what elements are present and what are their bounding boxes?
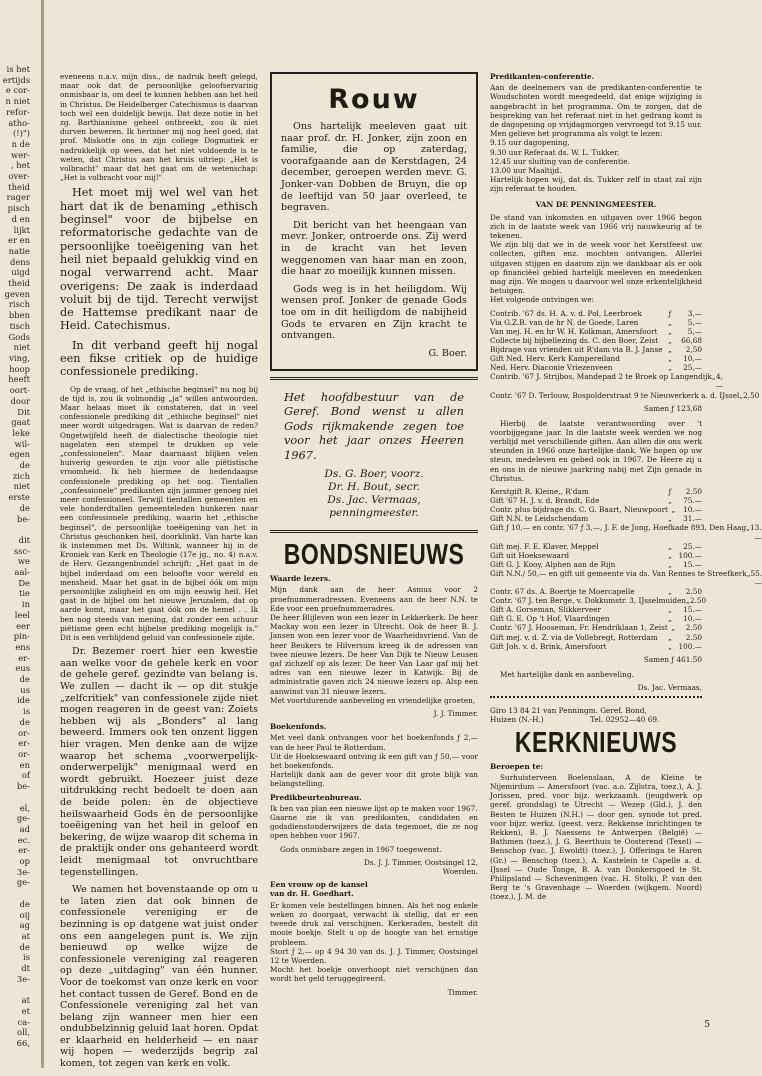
ledger-row <box>490 496 702 505</box>
ledger-row <box>490 587 702 596</box>
sliver-line: oll, <box>16 1027 30 1038</box>
sliver-line: aal- <box>14 567 30 578</box>
sliver-line: oort- <box>9 385 30 396</box>
ledger-1 <box>490 308 760 400</box>
sliver-line: de <box>19 674 30 685</box>
ledger-row <box>490 633 702 642</box>
dotted-divider <box>490 696 702 698</box>
rouw-paragraph: Ons hartelijk meeleven gaat uit naar prof. dr. H. Jonker, zijn zoon en familie, die op zaterdag, voorafgaande aan de Kerstdagen, 24 december, geroepen werden mevr. G. Jonker-van Dobben de Bruyn, die op de leeftijd van 50 jaar overleed, te begraven. <box>281 121 467 214</box>
ledger-label: Gift N.N./ 50,— en gift uit gemeente via ds. Van Rennes te Streefkerk <box>490 568 747 578</box>
column-2 <box>270 72 478 1001</box>
left-page-sliver <box>0 64 30 1049</box>
sliver-line: 3e- <box>16 866 30 877</box>
ledger-amount: 2,50 <box>743 390 760 400</box>
sliver-line: 3e- <box>16 973 30 984</box>
rouw-signature: G. Boer. <box>428 347 467 359</box>
sliver-line: is <box>23 706 30 717</box>
ledger-row <box>490 605 702 614</box>
sliver-line: ad <box>19 823 30 834</box>
ledger-currency: „ <box>668 363 672 373</box>
ledger-row <box>490 614 702 623</box>
sliver-line: tie <box>18 588 30 599</box>
signature: Ds. J. J. Timmer, Oostsingel 12, Woerden. <box>364 857 478 877</box>
sliver-line: tisch <box>9 320 30 331</box>
ledger-label: Bijdrage van vrienden uit R'dam via B. J. Janse <box>490 345 663 355</box>
ledger-amount: 3,— <box>687 308 702 318</box>
bondsnieuws-text: Gods onmisbare zegen in 1967 toegewenst. <box>280 844 442 854</box>
sliver-line: wer- <box>11 149 30 160</box>
article-paragraph: We namen het bovenstaande op om u te laten zien dat ook binnen de confessionele vereniging er de bezinning is op datgene wat juist onder ons een aangelegen punt is. We zijn benieuwd op welke wijze de confessionele vereniging zal reageren op deze „uitdaging" van één hunner. Voor de toekomst van onze kerk en voor het contact tussen de Geref. Bond en de Confessionele vereniging zal het van belang zijn wanneer men hier een ondubbelzinnig geluid laat horen. Opdat er klaarheid en helderheid — en naar wij hopen — wederzijds begrip zal komen, tot zegen van kerk en volk. <box>60 884 258 1070</box>
sliver-line: leke <box>12 427 30 438</box>
ledger-amount: 66,68 <box>681 335 702 345</box>
sliver-line: is <box>23 952 30 963</box>
signature: Timmer. <box>447 987 478 997</box>
sliver-line: ag <box>19 920 30 931</box>
sliver-line: ens <box>15 641 30 652</box>
subheading: Predikanten-conferentie. <box>490 72 595 81</box>
ledger-label: Contr. '67 J. ten Berge, v. Dokkumstr. 3, IJsselmuiden <box>490 596 687 606</box>
article-paragraph: Dr. Bezemer roert hier een kwestie aan welke voor de gehele kerk en voor de gehele geref. gezindte van belang is. We zullen — dacht ik — op dit stukje „zelfcritiek" van confessionele zijde niet mogen reageren in de geest van: Zoiets hebben wij als „Bonders" al lang beweerd. Immers ook ten onzent liggen hier vragen. Men denke aan de wijze waarop het schema „voorwerpelijk-onderwerpelijk" menigmaal werd en wordt gebruikt. Hoezeer juist deze uitdrukking recht bedoelt te doen aan de beide polen: èn de objectieve heilswaarheid Gods èn de persoonlijke toeëigening van het heil in geloof en bekering, de wijze waarop dit schema in de praktijk onder ons gehanteerd wordt leidt menigmaal tot onvruchtbare tegenstellingen. <box>60 646 258 878</box>
treasurer-text: Hierbij de laatste verantwoording over 't voorbijgegane jaar. In die laatste week werden we nog verblijd met verschillende giften. Aan allen die ons werk steunden in 1966 onze hartelijke dank. We hopen op uw steun, medeleven en gebed ook in 1967. De Heere zij u en ons in de nieuwe jaarkring nabij met Zijn genade in Christus. <box>490 418 702 483</box>
ledger-label: Ned. Herv. Diaconie Vriezenveen <box>490 363 613 373</box>
ledger-label: Contr. '67 D. Terlouw, Bospolderstraat 9 te Nieuwerkerk a. d. IJssel <box>490 390 740 400</box>
ledger-row <box>490 542 702 551</box>
ledger-amount: 2.50 <box>689 596 707 606</box>
ledger-currency: ƒ <box>668 308 672 318</box>
article-paragraph: eveneens n.a.v. mijn diss., de nadruk heeft gelegd, maar ook dat de persoonlijke geloofservaring onmisbaar is, om deel te kunnen hebben aan het heil in Christus. De Heidelberger Catechismus is daarvan toch wel een duidelijk bewijs. Dat deze notie in het zg. Barthianisme geheel ontbreekt, zou ik niet durven beweren. Ik herinner mij nog heel goed, dat prof. Miskotte ons in zijn college Dogmatiek er nadrukkelijk op wees, dat het niet voldoende is te weten, dat Christus aan het kruis uitriep: „Het is volbracht" maar dat het gaat om de wetenschap: „Het is volbracht voor mij!" <box>60 72 258 183</box>
sliver-line: de <box>19 941 30 952</box>
column-1 <box>60 72 258 1076</box>
ledger-currency: „ <box>668 550 672 560</box>
ledger-amount: 15.— <box>683 605 702 615</box>
sliver-line: pisch <box>7 203 30 214</box>
ledger-row <box>490 372 723 391</box>
ledger-label: Gift uit Hoeksewaard <box>490 550 570 560</box>
ledger-label: Contr. '67 J. Hooseman, Fr. Hendriklaan 1, Zeist <box>490 623 668 633</box>
ledger-row <box>490 487 702 496</box>
ledger-currency: „ <box>668 345 672 355</box>
rouw-title: Rouw <box>328 84 420 115</box>
sliver-line: pin- <box>13 631 30 642</box>
ledger-amount: 75.— <box>683 496 702 506</box>
ledger-row <box>490 505 702 514</box>
ledger-amount: 5,— <box>687 326 702 336</box>
ledger-row <box>490 345 702 354</box>
ledger-currency: „ <box>739 390 744 400</box>
sliver-line: er- <box>18 845 30 856</box>
sliver-line: et <box>21 1005 30 1016</box>
bondsnieuws-text: Er komen vele bestellingen binnen. Als het nog enkele weken zo doorgaat, verwacht ik stellig, dat er een tweede druk zal verschijnen. Kerkeraden, bestelt dit mooie boekje. Stelt u op de hoogte van het ernstige probleem. Stort ƒ 2,— op 4 94 30 van ds. J. J. Timmer, Oostsingel 12 te Woerden. Mocht het boekje onverhoopt niet verschijnen dan wordt het geld teruggegireerd. <box>270 900 478 984</box>
ledger-amount: 2.50 <box>685 632 702 642</box>
ledger-row <box>490 354 702 363</box>
sliver-line: de <box>19 898 30 909</box>
subheading: Een vrouw op de kansel van dr. H. Goedhart. <box>270 880 368 899</box>
ledger-label: Contrib. '67 ds. H. A. v. d. Pol, Leerbroek <box>490 308 642 318</box>
rouw-paragraph: Gods weg is in het heiligdom. Wij wensen prof. Jonker de genade Gods toe om in dit heiligdom de nabijheid Gods te ervaren en Zijn kracht te ontvangen. <box>281 283 467 342</box>
sliver-line: ge- <box>16 813 30 824</box>
sliver-line: en <box>19 759 30 770</box>
column-3 <box>490 72 762 906</box>
ledger-amount: 25,— <box>683 363 702 373</box>
article-paragraph: In dit verband geeft hij nogal een fikse critiek op de huidige confessionele prediking. <box>60 338 258 379</box>
ledger-currency: „ <box>668 559 672 569</box>
sliver-line: leel <box>14 609 30 620</box>
ledger-label: Collecte bij bijbellezing ds. C. den Boer, Zeist <box>490 335 659 345</box>
ledger-amount: 2,50 <box>685 345 702 355</box>
ledger-row <box>490 551 702 560</box>
sliver-line: rager <box>6 192 30 203</box>
signature: J. J. Timmer. <box>433 709 478 719</box>
ledger-label: Gift mej. F. E. Klaver, Meppel <box>490 541 599 551</box>
sliver-line: Dit <box>17 406 30 417</box>
sliver-line <box>0 524 30 535</box>
sliver-line: eer <box>16 620 30 631</box>
ledger-label: Gift ƒ 10,— en contr. '67 ƒ 3,—, J. F. de Jong, Hoefkade 893, Den Haag <box>490 523 747 533</box>
ledger-currency: „ <box>668 354 672 364</box>
ledger-currency: „ <box>668 541 672 551</box>
sliver-line: eus <box>15 663 30 674</box>
bondsnieuws-text: Met veel dank ontvangen voor het boekenfonds ƒ 2,— van de heer Paul te Rotterdam. Uit de Hoeksewaard ontving ik een gift van ƒ 50,— voor het boekenfonds. Hartelijk dank aan de gever voor dit grote blijk van belangstelling. <box>270 733 478 789</box>
ledger-label: Gift A. Gorseman, Slikkerveer <box>490 605 601 615</box>
sliver-line: niet <box>13 481 30 492</box>
sliver-line: egen <box>9 449 30 460</box>
sliver-line: door <box>10 395 30 406</box>
ledger-label: Gift N.N. te Leidschendam <box>490 514 589 524</box>
ledger-row <box>490 309 702 318</box>
sliver-line: niet <box>13 342 30 353</box>
ledger-label: Gift Joh. v. d. Brink, Amersfoort <box>490 641 607 651</box>
ledger-row <box>490 327 702 336</box>
bondsnieuws-text: Mijn dank aan de heer Asmus voor 2 proefnummeradressen. Eveneens aan de heer N.N. te Ede voor een proefnummeradres. De heer Blijleven won een lezer in Lekkerkerk. De heer Mackay won een lezer in Utrecht. Ook de heer B. J. Jansen won een lezer voor de Waarheidsvriend. Van de heer Beukers te Hilversum kreeg ik de adressen van twee nieuwe lezers. De heer Van Dijk te Nieuw Leusen gaf zichzelf op als lezer. De heer Van Laar gaf mij het adres van een nieuwe lezer in Katwijk. Bij de administratie gaven zich 24 nieuwe lezers op. Alsp een aanwinst van 31 nieuwe lezers. Met voortdurende aanbeveling en vriendelijke groeten, <box>270 585 478 705</box>
sliver-line: us <box>20 684 30 695</box>
ledger-currency: „ <box>668 641 672 651</box>
ledger-row <box>490 514 702 523</box>
ledger-row <box>490 523 762 542</box>
sliver-line: ge- <box>16 877 30 888</box>
ledger-row <box>490 336 702 345</box>
sliver-line: Gods <box>8 331 30 342</box>
sliver-line: er- <box>18 652 30 663</box>
ledger-amount: 15.— <box>683 559 702 569</box>
sliver-line <box>0 984 30 995</box>
sliver-line: ec. <box>17 834 30 845</box>
ledger-currency: „ <box>668 326 672 336</box>
ledger-row <box>490 642 702 651</box>
sliver-line: refor- <box>6 106 30 117</box>
ledger-amount: 13.— <box>749 523 762 542</box>
ledger-amount: 100.— <box>678 550 702 560</box>
ledger-currency: „ <box>746 568 751 578</box>
thanks-text: Met hartelijke dank en aanbeveling. <box>500 669 634 679</box>
greeting-signatories: Ds. G. Boer, voorz. Dr. H. Bout, secr. Ds. Jac. Vermaas, penningmeester. <box>324 468 424 520</box>
ledger-row <box>490 568 762 587</box>
ledger-currency: „ <box>686 596 690 606</box>
sliver-line: er en <box>8 235 30 246</box>
ledger-amount: 2.50 <box>685 487 702 497</box>
page-number: 5 <box>704 1020 710 1030</box>
ledger-currency: „ <box>668 614 672 624</box>
ledger-amount: 10.— <box>683 614 702 624</box>
sliver-line: bben <box>8 310 30 321</box>
ledger-amount: 10.— <box>683 505 702 515</box>
ledger-label: Van mej. H. en hr W. H. Kolkman, Amersfoort <box>490 326 658 336</box>
sliver-line: hoop <box>9 363 30 374</box>
sliver-line: e cor- <box>5 85 30 96</box>
sliver-line: n de <box>11 138 30 149</box>
ledger-currency: „ <box>668 496 672 506</box>
kerknieuws-text: Surhuisterveen Boelenslaan, A de Kleine te Nijemirdum — Amersfoort (vac. a.o. Zijlstra, toez.), A. J. Jorissen, pred. voor bijz. werkzaamh. (jeugdwerk op geref. grondslag) te Utrecht — Wezep (Gld.), J. den Besten te Huizen (N.H.) — door gen. synode tot pred. voor bijzr. werkz. (geest. verz. Rekkense inrichtingen te Rekken), B. J. Naessens te Antwerpen (België) — Bathmen (toez.), J. G. Beerthuis te Oosterend (Texel) — Benschop (vac. J. Ewoldt) (toez.), J. Offeringa te Haren (Gr.) — Benschop (toez.), A. Kastelein te Capelle a. d. IJssel — Oude Tonge, B. A. van Donkersgoed te St. Philipsland — Scheveningen (vac. H. Stolk), P. van den Berg te 's Gravenhage — Woerden (wijkgem. Noord) (toez.), J. M. de <box>490 772 702 902</box>
ledger-label: Contr. 67 ds. A. Boertje te Moercapelle <box>490 587 635 597</box>
ledger-label: Kerstgift R. Kleine,, R'dam <box>490 487 589 497</box>
ledger-label: Via G.Z.B. van de hr N. de Goede, Laren <box>490 317 639 327</box>
treasurer-text: De stand van inkomsten en uitgaven over 1966 begon zich in de laatste week van 1966 vrij nauwkeurig af te tekenen. We zijn blij dat we in de week voor het Kerstfeest uw collecten, giften enz. mochten ontvangen. Allerlei uitgaven stijgen en daarom zijn we dankbaar als er ook op financiëel gebied hartelijk meeleven en meedenken mag zijn. We mogen u daarvoor wel onze erkentelijkheid betuigen. Het volgende ontvingen we: <box>490 212 702 305</box>
sliver-line: de <box>19 716 30 727</box>
ledger-row <box>490 318 702 327</box>
sliver-line: de <box>19 460 30 471</box>
sliver-line: or- <box>18 749 30 759</box>
ledger-amount: 25.— <box>683 541 702 551</box>
bondsnieuws-heading: BONDSNIEUWS <box>283 537 465 571</box>
ledger-currency: „ <box>671 623 676 633</box>
sliver-line: over- <box>8 171 30 182</box>
ledger-amount: 100.— <box>678 641 702 651</box>
ledger-amount: 4,— <box>715 372 723 391</box>
ledger-currency: „ <box>668 335 672 345</box>
sliver-line: d en <box>11 213 30 224</box>
sliver-line: ssc- <box>13 545 30 556</box>
sliver-line: is het <box>6 64 30 74</box>
ledger-label: Gift Ned. Herv. Kerk Kampereiland <box>490 354 620 364</box>
subheading: Waarde lezers. <box>270 574 331 584</box>
rouw-box <box>270 72 478 371</box>
ledger-amount: 2.50 <box>685 587 702 597</box>
ledger-label: Contr. plus bijdrage ds. C. G. Baart, Nieuwpoort <box>490 505 668 515</box>
sliver-line: zich <box>12 470 30 481</box>
ledger-currency: „ <box>668 632 672 642</box>
ledger-amount: 2.50 <box>685 623 702 633</box>
sliver-line: ving, <box>9 352 30 363</box>
ledger-currency: „ <box>671 505 676 515</box>
sliver-line: be- <box>16 513 30 524</box>
bondsnieuws-text: Ik ben van plan een nieuwe lijst op te maken voor 1967. Gaarne zie ik van predikanten, candidaten en godsdienstonderwijzers de data tegemoet, die ze nog open hebben voor 1967. <box>270 803 478 841</box>
sliver-line: dt <box>21 963 30 974</box>
ledger-currency: „ <box>668 605 672 615</box>
sliver-line: ide <box>17 695 30 706</box>
sliver-line: De <box>18 577 30 588</box>
ledger-label: Contrib. '67 J. Strijbos, Mandepad 2 te Broek op Langendijk <box>490 372 712 382</box>
subheading: Beroepen te: <box>490 761 544 771</box>
subheading: VAN DE PENNINGMEESTER. <box>535 199 657 209</box>
sliver-line: dit <box>18 534 30 545</box>
sliver-line <box>0 888 30 899</box>
sliver-line: op <box>19 856 30 867</box>
ledger-row <box>490 363 702 372</box>
sliver-line: be- <box>16 781 30 792</box>
sliver-line: ca- <box>17 1016 30 1027</box>
sliver-line: risch <box>8 299 30 310</box>
sliver-line: ertijds <box>2 74 30 85</box>
greeting-message: Het hoofdbestuur van de Geref. Bond wenst u allen Gods rijkmakende zegen toe voor het jaar onzes Heeren 1967. <box>284 389 464 462</box>
ledger-currency: „ <box>746 523 750 533</box>
sliver-line: uigd <box>11 267 30 278</box>
sliver-line: n niet <box>5 96 30 107</box>
sliver-line: wil- <box>14 438 30 449</box>
signature: Ds. Jac. Vermaas, <box>637 682 702 692</box>
sliver-line: of <box>21 770 30 781</box>
ledger-currency: „ <box>711 372 716 382</box>
page-gutter <box>41 0 44 1068</box>
ledger-currency: ƒ <box>668 487 672 497</box>
article-paragraph: Op de vraag, of het „ethische beginsel" nu nog bij de tijd is, zou ik volmondig „ja" willen antwoorden. Maar helaas moet ik constateren, dat in veel confessionele prediking dit „ethische beginsel" niet meer wordt uitgedragen. Wat is daarvan de reden? Ongetwijfeld heeft de dialectische theologie niet nagelaten een stempel te drukken op vele „confessionelen". Maar daarnaast blijken velen huiverig geworden te zijn voor alle piëtistische vroomheid. Ik heb hiermee de hedendaagse confessionele prediking op het oog. Tientallen „confessionele" predikanten zijn jammer genoeg niet meer confessioneel. Terwijl tientallen gemeenten en vele honderdtallen gemeenteleden hunkeren naar een confessionele prediking, waarin het „ethische beginsel", de persoonlijke toeëigening van het in Christus geschonken heil, doorklinkt. Van harte kan ik instemmen met Ds. Wiltink, wanneer hij in de Kroniek van Kerk en Theologie (17e jg., no. 4) n.a.v. de Herv. Gezangenbundel schrijft: „Het gaat in de bijbel inderdaad om een beloofte voor wereld en mensheid. Maar het gaat in de bijbel óók om mijn persoonlijke zaligheid en om mijn eeuwig heil. Het gaat in de bijbel om het nieuwe Jeruzalem, dat op aarde komt, maar het gaat óók om de hemel . . Ik ben nog steeds van mening, dat zonder een schuur piëtisme geen echt bijbelse prediking mogelijk is." Dit is een verblijdend geluid van confessionele zijde. <box>60 384 258 643</box>
sliver-line: we <box>17 556 30 567</box>
sliver-line: in <box>21 599 30 610</box>
conference-text: Aan de deelnemers van de predikanten-conferentie te Woudschoten wordt meegedeeld, dat enige wijziging is aangebracht in het programma. Om te zorgen, dat de bespreking van het referaat niet in het gedrang komt is de dagopening op vrijdagmorgen vervroegd tot 9.15 uur. Men gelieve het programma als volgt te lezen: 9.15 uur dagopening, 9.30 uur Referaat ds. W. L. Tukker. 12.45 uur sluiting van de conferentie. 13.00 uur Maaltijd. Hartelijk hopen wij, dat ds. Tukker zelf in staat zal zijn zijn referaat te houden. <box>490 83 702 194</box>
ledger-label: Gift G. E. Op 't Hof, Vlaardingen <box>490 614 610 624</box>
ledger-amount: 55.— <box>750 568 762 587</box>
sliver-line: el, <box>19 802 30 813</box>
sliver-line: natie <box>8 245 30 256</box>
ledger-currency: „ <box>668 514 672 524</box>
article-paragraph: Het moet mij wel wel van het hart dat ik de benaming „ethisch beginsel" voor de bijbelse en reformatorische gedachte van de persoonlijke toeëigening van het heil niet bepaald gelukkig vind en nogal verwarrend acht. Maar overigens: De zaak is inderdaad voluit bij de tijd. Terecht verwijst de Hattemse predikant naar de Heid. Catechismus. <box>60 186 258 333</box>
sliver-line: er- <box>18 738 30 749</box>
ledger-currency: „ <box>668 317 672 327</box>
sliver-line: at <box>21 930 30 941</box>
ledger-label: Gift '67 H. J. v. d. Brandt, Ede <box>490 496 600 506</box>
ledger-amount: 10,— <box>683 354 702 364</box>
ledger-row <box>490 560 702 569</box>
rouw-paragraph: Dit bericht van het heengaan van mevr. Jonker, ontroerde ons. Zij werd in de kracht van het leven weggenomen van haar man en zoon, die haar zo moeilijk kunnen missen. <box>281 219 467 278</box>
sliver-line: de <box>19 502 30 513</box>
sliver-line: atho- <box>8 117 30 128</box>
new-year-greeting <box>270 377 478 534</box>
ledger-total: Samen ƒ 461.50 <box>643 654 702 664</box>
ledger-label: Gift mej. v. d. Z. via de Vollebregt, Rotterdam <box>490 632 658 642</box>
sliver-line: (!)") <box>12 128 30 139</box>
ledger-row <box>490 623 702 632</box>
giro-info: Giro 13 84 21 van Penningm. Geref. Bond, Huizen (N.-H.) Tel. 02952—40 69. <box>490 706 660 725</box>
ledger-currency: „ <box>668 587 672 597</box>
sliver-line: or- <box>18 727 30 738</box>
sliver-line: lijkt <box>13 224 30 235</box>
ledger-row <box>490 596 707 606</box>
sliver-line: gaat <box>11 417 30 428</box>
sliver-line: theid <box>8 278 30 289</box>
kerknieuws-heading: KERKNIEUWS <box>514 725 678 758</box>
ledger-amount: 5,— <box>687 317 702 327</box>
sliver-line: , het <box>10 160 30 171</box>
sliver-line: geven <box>4 288 30 299</box>
sliver-line: at <box>21 995 30 1006</box>
sliver-line: dens <box>9 256 30 267</box>
ledger-2 <box>490 487 762 651</box>
sliver-line <box>0 792 30 803</box>
subheading: Boekenfonds. <box>270 722 327 732</box>
sliver-line: 66, <box>16 1037 30 1048</box>
sliver-line: oij <box>19 909 30 920</box>
sliver-line: erste <box>8 492 30 503</box>
ledger-total: Samen ƒ 123,68 <box>643 403 702 413</box>
ledger-amount: 31.— <box>683 514 702 524</box>
ledger-row <box>490 390 760 400</box>
ledger-label: Gift G. J. Kooy, Alphen aan de Rijn <box>490 559 616 569</box>
sliver-line: theid <box>8 181 30 192</box>
sliver-line: heeft <box>8 374 30 385</box>
subheading: Predikbeurtenbureau. <box>270 792 362 802</box>
